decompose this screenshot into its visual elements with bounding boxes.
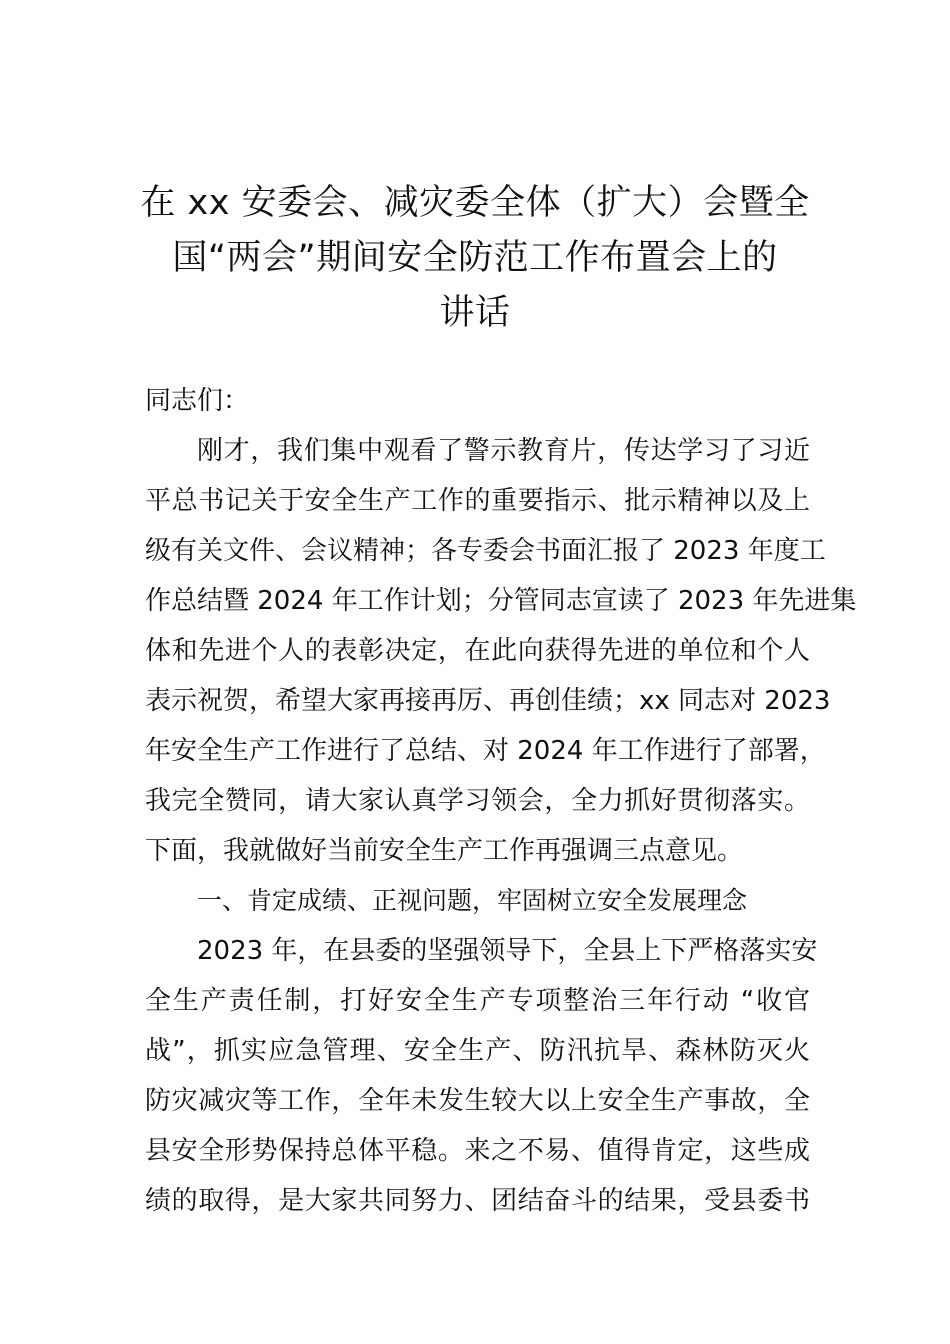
- paragraph-1-line: 我完全赞同，请大家认真学习领会，全力抓好贯彻落实。: [145, 786, 810, 816]
- paragraph-2-line: 绩的取得，是大家共同努力、团结奋斗的结果，受县委书: [145, 1186, 810, 1216]
- paragraph-1-line: 刚才，我们集中观看了警示教育片，传达学习了习近: [197, 436, 810, 466]
- paragraph-1-line: 作总结暨 2024 年工作计划；分管同志宣读了 2023 年先进集: [145, 586, 857, 616]
- document-title: [130, 176, 820, 341]
- paragraph-1-line: 平总书记关于安全生产工作的重要指示、批示精神以及上: [145, 486, 810, 516]
- title-line-1: 在 xx 安委会、减灾委全体（扩大）会暨全: [140, 183, 810, 223]
- paragraph-2-line: 2023 年，在县委的坚强领导下，全县上下严格落实安: [197, 936, 818, 966]
- paragraph-2-line: 县安全形势保持总体平稳。来之不易、值得肯定，这些成: [145, 1136, 810, 1166]
- paragraph-1-line: 级有关文件、会议精神；各专委会书面汇报了 2023 年度工: [145, 536, 826, 566]
- paragraph-2-line: 防灾减灾等工作，全年未发生较大以上安全生产事故，全: [145, 1086, 810, 1116]
- title-line-2: 国“两会”期间安全防范工作布置会上的: [172, 238, 778, 278]
- paragraph-1-line: 年安全生产工作进行了总结、对 2024 年工作进行了部署，: [145, 736, 826, 766]
- salutation: 同志们：: [145, 386, 250, 416]
- paragraph-1: [145, 426, 857, 876]
- paragraph-1-line: 表示祝贺，希望大家再接再厉、再创佳绩；xx 同志对 2023: [145, 686, 831, 716]
- title-line-3: 讲话: [439, 293, 511, 333]
- paragraph-2-line: 战”，抓实应急管理、安全生产、防汛抗旱、森林防灭火: [145, 1036, 810, 1066]
- paragraph-1-line: 体和先进个人的表彰决定，在此向获得先进的单位和个人: [145, 636, 810, 666]
- paragraph-1-line: 下面，我就做好当前安全生产工作再强调三点意见。: [145, 836, 744, 866]
- section-1-heading: 一、肯定成绩、正视问题，牢固树立安全发展理念: [197, 886, 748, 915]
- paragraph-2-line: 全生产责任制，打好安全生产专项整治三年行动 “收官: [145, 986, 810, 1016]
- paragraph-2: [145, 926, 818, 1226]
- document-body: [145, 376, 857, 1226]
